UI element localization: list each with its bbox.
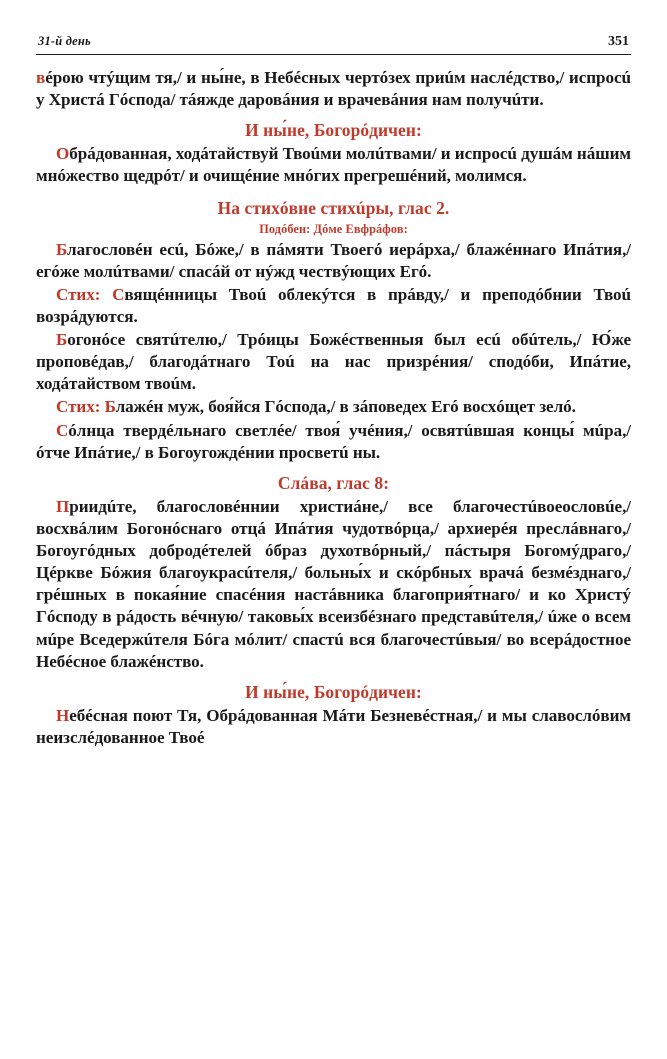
paragraph-6-dropcap: Н bbox=[56, 705, 70, 725]
stih-1-dropcap: С bbox=[112, 284, 125, 304]
paragraph-priidite bbox=[36, 496, 631, 673]
heading-i-nyne-1: И ны́не, Богорóдичен: bbox=[245, 120, 422, 141]
heading-na-stihovne: На стихóвне стихúры, глас 2. bbox=[217, 197, 450, 218]
paragraph-4-text: óлнца твердéльнаго светлée/ твоя́ учéния,/ освятúвшая концы́ мúра,/ óтче Ипáтие,/ в Богоугождéнии просветú ны. bbox=[36, 420, 631, 462]
opening-redcap: в bbox=[36, 68, 46, 87]
stih-1-label: Стих: bbox=[56, 284, 113, 304]
stih-1-text: вящéнницы Твоú облекýтся в прáвду,/ и преподóбнии Твоú возрáдуются. bbox=[36, 284, 631, 326]
paragraph-5-text: риидúте, благословéннии христиáне,/ все благочестúвоеословúе,/ восхвáлим Богонóснаго отцá Ипáтия чудотвóрца,/ архиерéя преслáвнаго,/ Богоугóдных добродéтелей óбраз духотвóрный,/ пáстыря Богомýдраго,/ Цéркве Бóжия благоукрасúтеля,/ больны́х и скóрбных врачá безмéзднаго,/ грéшных в покая́ние спасéния настáвника благоприя́тнаго/ и ко Христý Гóсподу в рáдость вéчную/ таковы́х всеизбéзнаго представúтеля,/ úже о всем мúре Вседержúтеля Бóга мóлит/ спастú вся благочестúвыя/ во всерáдостное Небéсное блажéнство. bbox=[36, 496, 631, 671]
paragraph-3-text: огонóсе святúтелю,/ Трóицы Божéственныя был есú обúтель,/ Ю́же проповéдав,/ благодáтнаго Тоú на нас призрéния/ сподóби, Ипáтие, ходáтайством твоúм. bbox=[36, 330, 631, 394]
paragraph-2-dropcap: Б bbox=[56, 239, 68, 259]
paragraph-6-text: ебéсная поют Тя, Обрáдованная Мáти Безневéстная,/ и мы славослóвим неизслéдованное Твоé bbox=[36, 705, 631, 747]
paragraph-nebesnaya bbox=[36, 705, 631, 749]
stih-1 bbox=[36, 284, 631, 328]
paragraph-3-dropcap: Б bbox=[56, 330, 68, 349]
running-head bbox=[36, 34, 631, 54]
paragraph-4-dropcap: С bbox=[56, 420, 69, 440]
paragraph-bogonose bbox=[36, 329, 631, 395]
paragraph-2-text: лагословéн есú, Бóже,/ в пáмяти Твоегó иерáрха,/ блажéннаго Ипáтия,/ егóже молúтвами/ спасáй от нýжд чествýющих Егó. bbox=[36, 239, 631, 281]
paragraph-obradovannaya bbox=[36, 143, 631, 187]
stih-2-dropcap: Б bbox=[104, 397, 116, 417]
paragraph-1-dropcap: О bbox=[56, 144, 70, 164]
opening-text: éрою чтýщим тя,/ и ны́не, в Небéсных чертóзех приúм наслéдство,/ испросú у Христá Гóспода/ тáяжде даровáния и врачевáния нам получúти. bbox=[36, 68, 631, 110]
stih-2-label: Стих: bbox=[56, 397, 105, 417]
paragraph-opening bbox=[36, 67, 631, 111]
stih-2 bbox=[36, 396, 631, 418]
paragraph-blagosloven bbox=[36, 239, 631, 283]
header-divider bbox=[36, 54, 631, 55]
podoben-line: Подóбен: Дóме Евфрáфов: bbox=[259, 221, 408, 236]
stih-2-text: лажéн муж, боя́йся Гóспода,/ в зáповедех Егó восхóщет зелó. bbox=[115, 397, 576, 417]
paragraph-5-dropcap: П bbox=[56, 496, 70, 516]
heading-slava: Слáва, глас 8: bbox=[277, 472, 390, 493]
running-head-left: 31-й день bbox=[38, 34, 91, 48]
paragraph-1-text: брáдованная, ходáтайствуй Твоúми молúтвами/ и испросú душáм нáшим мнóжество щедрóт/ и очищéние мнóгих прегрешéний, молимся. bbox=[36, 144, 631, 186]
heading-i-nyne-2: И ны́не, Богорóдичен: bbox=[245, 681, 422, 702]
paragraph-solnca bbox=[36, 420, 631, 464]
text-column bbox=[36, 67, 631, 749]
page-number: 351 bbox=[608, 34, 629, 49]
